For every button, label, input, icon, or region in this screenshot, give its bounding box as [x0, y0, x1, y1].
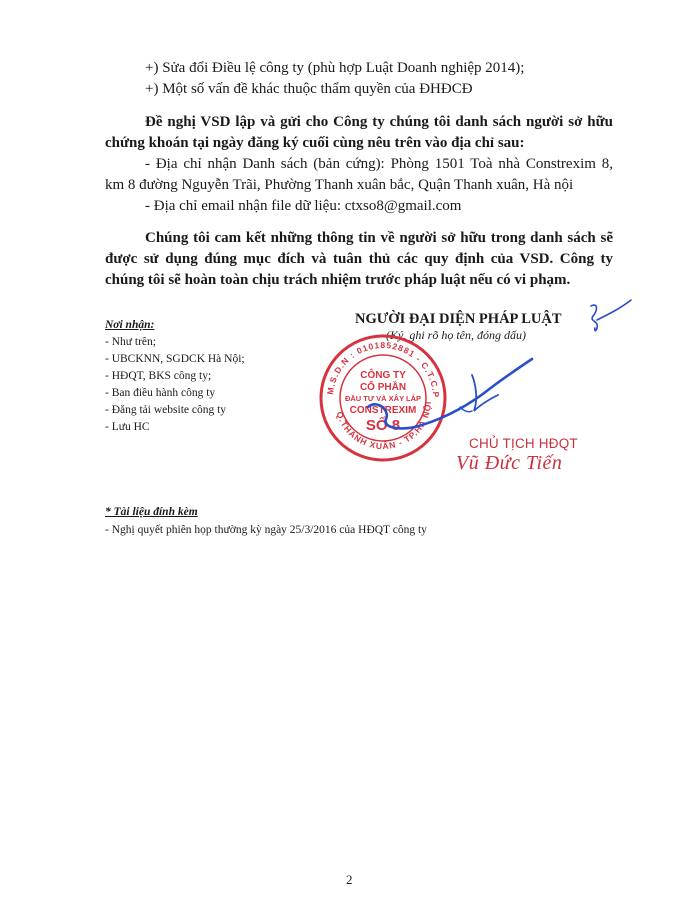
- email-line: - Địa chỉ email nhận file dữ liệu: ctxso8@gmail.com: [145, 198, 462, 214]
- seal-ring-text: M.S.D.N : 0101852881 - C.T.C.P: [325, 339, 442, 399]
- commitment-line-2: được sử dụng đúng mục đích và tuân thủ các quy định của VSD. Công ty: [105, 251, 613, 267]
- attachments-heading: * Tài liệu đính kèm: [105, 506, 198, 518]
- address-line-1: - Địa chỉ nhận Danh sách (bản cứng): Phòng 1501 Toà nhà Constrexim 8,: [145, 156, 613, 172]
- signature-title: NGƯỜI ĐẠI DIỆN PHÁP LUẬT: [355, 311, 562, 327]
- recipient-item: - UBCKNN, SGDCK Hà Nội;: [105, 353, 245, 365]
- agenda-item-charter: +) Sửa đổi Điều lệ công ty (phù hợp Luật Doanh nghiệp 2014);: [145, 60, 525, 76]
- page-number: 2: [346, 872, 353, 887]
- seal-line-3: ĐẦU TƯ VÀ XÂY LẮP: [344, 394, 422, 403]
- recipient-item: - Như trên;: [105, 336, 156, 348]
- request-line-1: Đề nghị VSD lập và gửi cho Công ty chúng tôi danh sách người sở hữu: [145, 114, 613, 130]
- seal-bottom-text: Q.THANH XUÂN - TP.HÀ NỘI: [334, 400, 434, 452]
- recipient-item: - HĐQT, BKS công ty;: [105, 370, 212, 382]
- seal-line-2: CỔ PHẦN: [359, 382, 407, 393]
- recipient-item: - Đăng tải website công ty: [105, 404, 227, 416]
- commitment-line-3: chúng tôi sẽ hoàn toàn chịu trách nhiệm trước pháp luật nếu có vi phạm.: [105, 272, 571, 288]
- attachment-item: - Nghị quyết phiên họp thường kỳ ngày 25/3/2016 của HĐQT công ty: [105, 524, 427, 536]
- handwritten-signature: [360, 345, 540, 440]
- seal-line-1: CÔNG TY: [360, 370, 406, 381]
- agenda-item-other: +) Một số vấn đề khác thuộc thẩm quyền của ĐHĐCĐ: [145, 81, 473, 97]
- signature-subtitle: (Ký, ghi rõ họ tên, đóng dấu): [386, 328, 526, 342]
- recipients-heading: Nơi nhận:: [105, 319, 155, 331]
- initial-mark: [585, 298, 635, 338]
- recipient-item: - Ban điều hành công ty: [105, 387, 216, 399]
- address-line-2: km 8 đường Nguyễn Trãi, Phường Thanh xuân bắc, Quận Thanh xuân, Hà nội: [105, 177, 574, 193]
- recipient-item: - Lưu HC: [105, 421, 150, 433]
- request-line-2: chứng khoán tại ngày đăng ký cuối cùng nêu trên vào địa chỉ sau:: [105, 135, 525, 151]
- signer-name: Vũ Đức Tiến: [456, 452, 563, 474]
- signer-role: CHỦ TỊCH HĐQT: [469, 436, 578, 451]
- seal-line-5: SỐ 8: [365, 417, 401, 434]
- seal-line-4: CONSTREXIM: [349, 405, 417, 416]
- commitment-line-1: Chúng tôi cam kết những thông tin về người sở hữu trong danh sách sẽ: [145, 230, 613, 246]
